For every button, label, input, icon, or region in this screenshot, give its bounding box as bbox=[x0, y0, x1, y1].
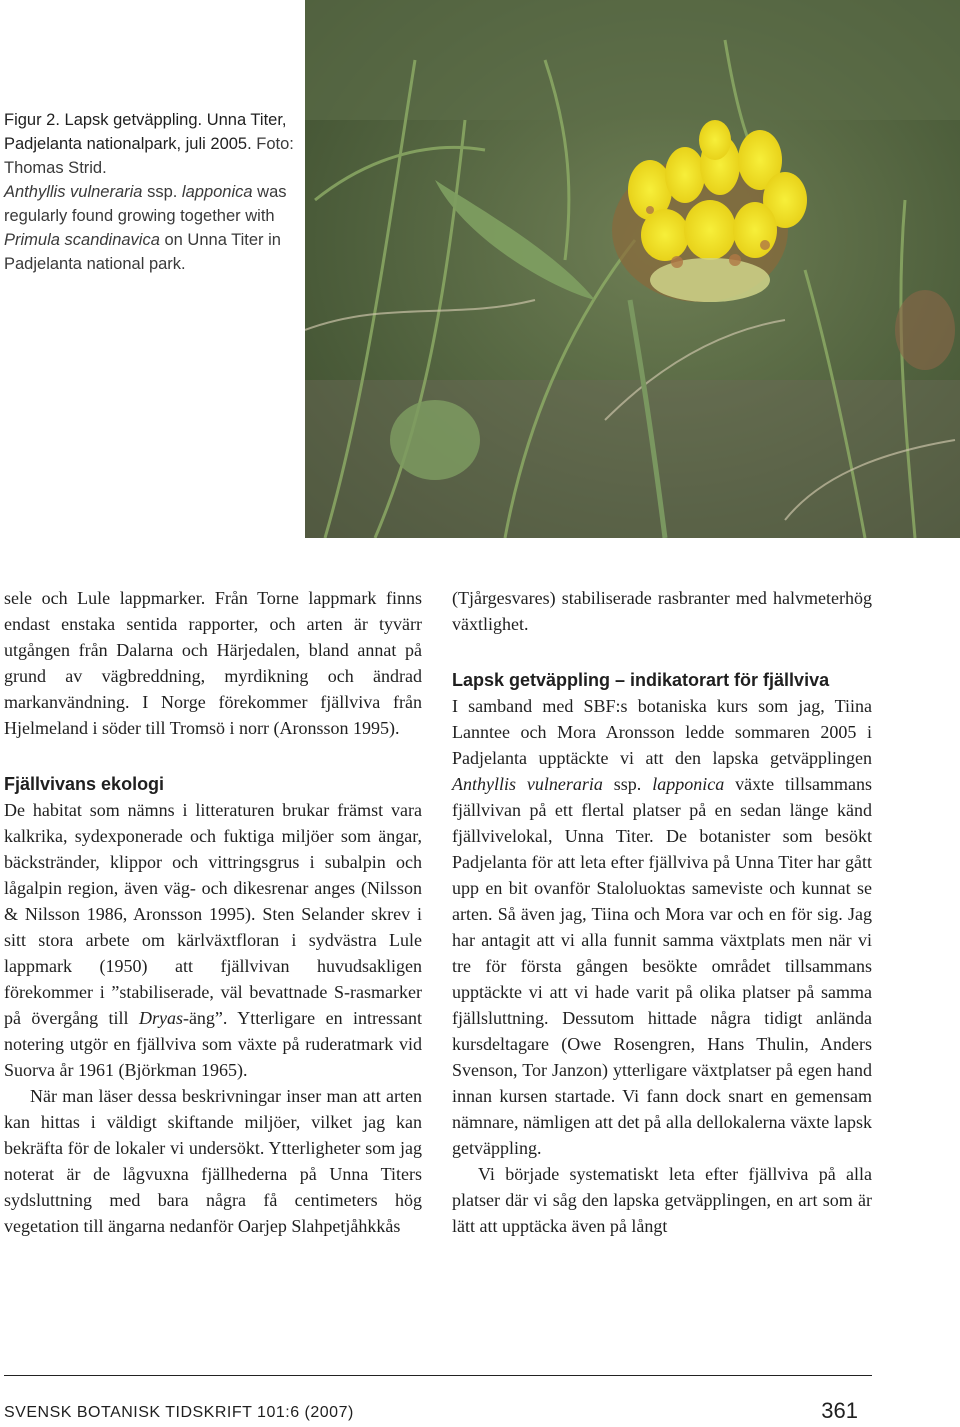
caption-species: Anthyllis vulneraria bbox=[4, 183, 143, 201]
caption-subspecies: lapponica bbox=[181, 183, 253, 201]
right-paragraph-2: I samband med SBF:s botaniska kurs som jag, Tiina Lanntee och Mora Aronsson ledde sommaren 2005 i Padjelanta upptäckte vi att den lapska getväpplingen Anthyllis vulneraria ssp. lapponica växte tillsammans fjällvivan på ett flertal platser på en sedan länge känd fjällvivelokal, Unna Titer. De botanister som besökt Padjelanta för att leta efter fjällviva på Unna Titer har gått upp en bit ovanför Staloluoktas sameviste och kunnat se arten. Så även jag, Tiina och Mora var och en för sig. Jag har antagit att vi alla funnit samma växtplats men när vi tre för första gången besökte området tillsammans upptäckte vi att vi hade varit på olika platser på samma fjällsluttning. Dessutom hittade några tidigt anlända kursdeltagare (Owe Rosengren, Hans Thulin, Anders Svenson, Tor Janzon) ytterligare växtplatser på egen hand innan kursen startade. Vi fann dock snart en gemensam nämnare, nämligen att det på alla dellokalerna växte lapsk getväppling. bbox=[452, 696, 872, 1158]
section-heading-ekologi: Fjällvivans ekologi bbox=[4, 774, 165, 794]
yellow-flower-photo bbox=[305, 0, 960, 538]
section-heading-getvappling: Lapsk getväppling – indikatorart för fjällviva bbox=[452, 670, 830, 690]
right-paragraph-1: (Tjårgesvares) stabiliserade rasbranter med halvmeterhög växtlighet. bbox=[452, 588, 872, 634]
left-paragraph-2: De habitat som nämns i litteraturen brukar främst vara kalkrika, sydexponerade och fuktiga miljöer som ängar, bäckstränder, klippor och vittringsgrus i subalpin och lågalpin region, även väg- och dikesrenar anges (Nilsson & Nilsson 1986, Aronsson 1995). Sten Selander skrev i sitt stora arbete om kärlväxtfloran i sydvästra Lule lappmark (1950) att fjällvivan huvudsakligen förekommer i ”stabiliserade, väl bevattnade S-rasmarker på övergång till Dryas-äng”. Ytterligare en intressant notering utgör en fjällviva som växte på ruderatmark vid Suorva år 1961 (Björkman 1965). bbox=[4, 800, 422, 1080]
right-column bbox=[452, 585, 872, 1239]
left-paragraph-1: sele och Lule lappmarker. Från Torne lappmark finns endast enstaka sentida rapporter, och arten är tyvärr utgången från Dalarna och Härjedalen, bland annat på grund av vägbreddning, myrdikning och ändrad markanvändning. I Norge förekommer fjällviva från Hjelmeland i söder till Tromsö i norr (Aronsson 1995). bbox=[4, 588, 422, 738]
caption-credit: Foto: Thomas Strid. bbox=[4, 135, 294, 177]
caption-swedish: Figur 2. Lapsk getväppling. Unna Titer, Padjelanta nationalpark, juli 2005. bbox=[4, 111, 287, 153]
figure-caption: Figur 2. Lapsk getväppling. Unna Titer, Padjelanta nationalpark, juli 2005. Foto: Thomas Strid. Anthyllis vulneraria ssp. lapponica was regularly found growing together with Primula scandinavica on Unna Titer in Padjelanta national park. bbox=[4, 111, 294, 273]
left-column bbox=[4, 585, 422, 1239]
right-paragraph-3: Vi började systematiskt leta efter fjällviva på alla platser där vi såg den lapska getväpplingen, en art som är lätt att upptäcka även på långt bbox=[452, 1164, 872, 1236]
caption-primula: Primula scandinavica bbox=[4, 231, 160, 249]
left-paragraph-3: När man läser dessa beskrivningar inser man att arten kan hittas i väldigt skiftande miljöer, vilket jag kan bekräfta för de lokaler vi undersökt. Ytterligheter som jag noterat är de lågvuxna fjällhederna på Unna Titers sydsluttning med bara några få centimeters hög vegetation till ängarna nedanför Oarjep Slahpetjåhkkås bbox=[4, 1086, 422, 1236]
page-number: 361 bbox=[821, 1398, 858, 1423]
journal-title: SVENSK BOTANISK TIDSKRIFT 101:6 (2007) bbox=[4, 1404, 354, 1421]
footer-divider bbox=[4, 1375, 872, 1376]
